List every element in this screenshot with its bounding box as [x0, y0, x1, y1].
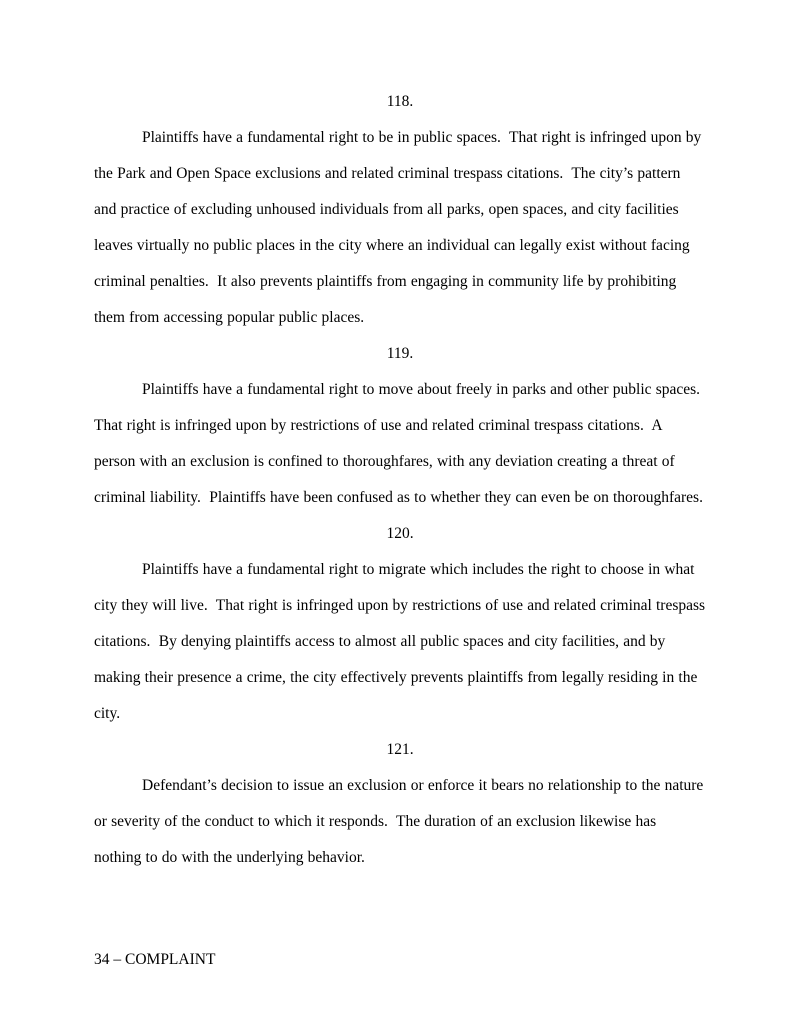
document-body — [94, 84, 710, 876]
paragraph-121 — [94, 732, 706, 876]
paragraph-text: Plaintiffs have a fundamental right to move about freely in parks and other public spaces. That right is infringed upon by restrictions of use and related criminal trespass citations. A person with an exclusion is confined to thoroughfares, with any deviation creating a threat of criminal liability. Plaintiffs have been confused as to whether they can even be on thoroughfares. — [94, 381, 709, 506]
paragraph-119 — [94, 336, 709, 516]
paragraph-120 — [94, 516, 710, 732]
page-footer: 34 – COMPLAINT — [94, 951, 216, 968]
paragraph-number: 120. — [386, 525, 414, 542]
paragraph-number: 121. — [386, 741, 414, 758]
paragraph-number: 119. — [386, 345, 414, 362]
paragraph-number: 118. — [386, 93, 414, 110]
paragraph-118 — [94, 84, 706, 336]
paragraph-text: Plaintiffs have a fundamental right to migrate which includes the right to choose in what city they will live. That right is infringed upon by restrictions of use and related criminal trespass citations. By denying plaintiffs access to almost all public spaces and city facilities, and by making their presence a crime, the city effectively prevents plaintiffs from legally residing in the city. — [94, 561, 710, 722]
paragraph-text: Plaintiffs have a fundamental right to be in public spaces. That right is infringed upon by the Park and Open Space exclusions and related criminal trespass citations. The city’s pattern and practice of excluding unhoused individuals from all parks, open spaces, and city facilities leaves virtually no public places in the city where an individual can legally exist without facing criminal penalties. It also prevents plaintiffs from engaging in community life by prohibiting them from accessing popular public places. — [94, 129, 706, 326]
paragraph-text: Defendant’s decision to issue an exclusion or enforce it bears no relationship to the nature or severity of the conduct to which it responds. The duration of an exclusion likewise has nothing to do with the underlying behavior. — [94, 777, 708, 866]
